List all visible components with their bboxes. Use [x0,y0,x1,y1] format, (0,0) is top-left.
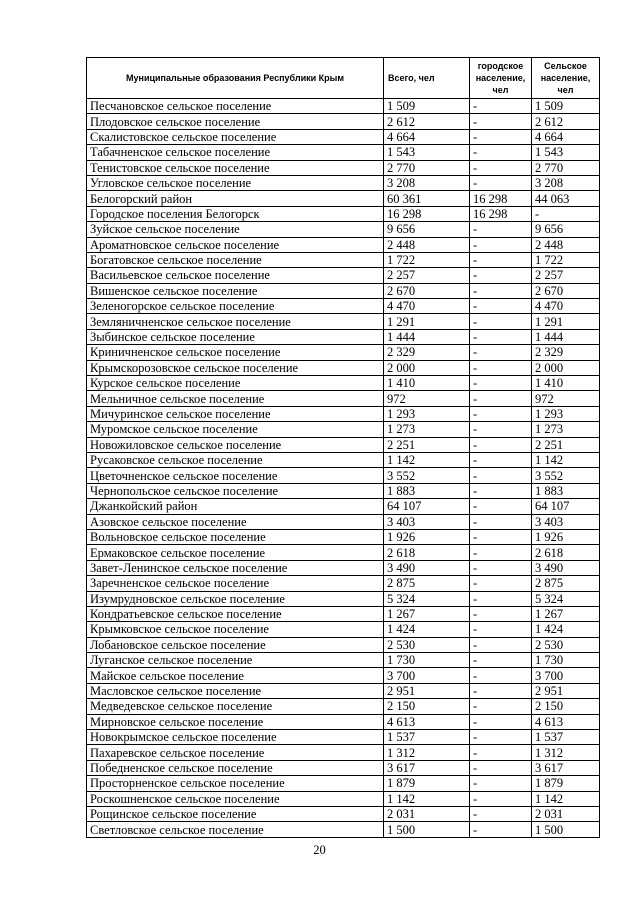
cell-municipality: Лобановское сельское поселение [87,637,384,652]
cell-total: 60 361 [384,191,470,206]
cell-urban: - [470,268,532,283]
cell-urban: - [470,745,532,760]
cell-total: 972 [384,391,470,406]
table-row [87,791,600,806]
cell-municipality: Угловское сельское поселение [87,175,384,190]
table-row [87,175,600,190]
cell-rural: 2 257 [532,268,600,283]
cell-municipality: Мирновское сельское поселение [87,714,384,729]
cell-urban: - [470,145,532,160]
cell-total: 1 444 [384,329,470,344]
table-row [87,806,600,821]
cell-total: 2 612 [384,114,470,129]
cell-urban: - [470,606,532,621]
table-row [87,637,600,652]
header-total: Всего, чел [384,58,470,99]
table-row [87,314,600,329]
cell-rural: 2 875 [532,576,600,591]
cell-rural: 1 267 [532,606,600,621]
cell-municipality: Медведевское сельское поселение [87,699,384,714]
table-row [87,422,600,437]
cell-municipality: Победненское сельское поселение [87,760,384,775]
table-row [87,129,600,144]
page-number: 20 [313,843,326,857]
cell-urban: - [470,437,532,452]
cell-total: 1 730 [384,653,470,668]
cell-municipality: Городское поселения Белогорск [87,206,384,221]
cell-municipality: Цветочненское сельское поселение [87,468,384,483]
cell-municipality: Белогорский район [87,191,384,206]
cell-municipality: Муромское сельское поселение [87,422,384,437]
cell-municipality: Пахаревское сельское поселение [87,745,384,760]
table-row [87,468,600,483]
table-row [87,822,600,837]
cell-municipality: Рощинское сельское поселение [87,806,384,821]
table-row [87,391,600,406]
table-row [87,222,600,237]
cell-municipality: Ермаковское сельское поселение [87,545,384,560]
cell-municipality: Масловское сельское поселение [87,683,384,698]
cell-total: 1 424 [384,622,470,637]
table-row [87,668,600,683]
cell-total: 9 656 [384,222,470,237]
cell-urban: - [470,653,532,668]
cell-urban: - [470,545,532,560]
cell-total: 2 875 [384,576,470,591]
cell-municipality: Завет-Ленинское сельское поселение [87,560,384,575]
cell-rural: 3 403 [532,514,600,529]
cell-total: 64 107 [384,499,470,514]
cell-total: 1 926 [384,529,470,544]
cell-municipality: Ароматновское сельское поселение [87,237,384,252]
cell-urban: - [470,714,532,729]
cell-urban: - [470,730,532,745]
table-row [87,406,600,421]
cell-urban: - [470,591,532,606]
cell-total: 5 324 [384,591,470,606]
cell-rural: 1 424 [532,622,600,637]
cell-rural: 2 770 [532,160,600,175]
cell-rural: 1 722 [532,252,600,267]
cell-municipality: Джанкойский район [87,499,384,514]
cell-urban: - [470,529,532,544]
table-row [87,252,600,267]
cell-rural: 1 142 [532,452,600,467]
table-row [87,745,600,760]
table-row [87,237,600,252]
cell-urban: - [470,314,532,329]
cell-urban: - [470,791,532,806]
table-row [87,514,600,529]
cell-urban: - [470,483,532,498]
cell-rural: 3 208 [532,175,600,190]
header-municipality: Муниципальные образования Республики Крым [87,58,384,99]
cell-rural: 4 613 [532,714,600,729]
cell-urban: - [470,422,532,437]
table-row [87,329,600,344]
cell-rural: 1 537 [532,730,600,745]
table-row [87,283,600,298]
cell-municipality: Новожиловское сельское поселение [87,437,384,452]
table-row [87,591,600,606]
cell-municipality: Вишенское сельское поселение [87,283,384,298]
cell-rural: 64 107 [532,499,600,514]
cell-urban: - [470,514,532,529]
cell-total: 2 251 [384,437,470,452]
cell-total: 1 537 [384,730,470,745]
cell-total: 1 543 [384,145,470,160]
population-table [86,57,600,838]
cell-urban: - [470,637,532,652]
table-row [87,345,600,360]
cell-rural: 1 879 [532,776,600,791]
table-row [87,529,600,544]
cell-urban: - [470,376,532,391]
cell-municipality: Новокрымское сельское поселение [87,730,384,745]
cell-rural: 2 530 [532,637,600,652]
cell-total: 2 670 [384,283,470,298]
cell-total: 3 208 [384,175,470,190]
cell-rural: 44 063 [532,191,600,206]
cell-urban: - [470,452,532,467]
cell-rural: 2 000 [532,360,600,375]
cell-rural: 1 312 [532,745,600,760]
cell-total: 2 257 [384,268,470,283]
cell-municipality: Курское сельское поселение [87,376,384,391]
cell-total: 2 951 [384,683,470,698]
cell-total: 4 613 [384,714,470,729]
cell-urban: - [470,252,532,267]
cell-total: 2 770 [384,160,470,175]
cell-rural: 4 470 [532,299,600,314]
cell-total: 1 883 [384,483,470,498]
cell-total: 1 312 [384,745,470,760]
table-row [87,160,600,175]
cell-total: 1 509 [384,99,470,114]
cell-municipality: Луганское сельское поселение [87,653,384,668]
cell-urban: - [470,114,532,129]
cell-municipality: Мичуринское сельское поселение [87,406,384,421]
cell-total: 3 490 [384,560,470,575]
cell-total: 1 267 [384,606,470,621]
cell-urban: - [470,283,532,298]
cell-rural: 1 273 [532,422,600,437]
table-row [87,99,600,114]
table-row [87,268,600,283]
table-row [87,483,600,498]
cell-municipality: Богатовское сельское поселение [87,252,384,267]
table-row [87,360,600,375]
cell-rural: 1 883 [532,483,600,498]
cell-municipality: Вольновское сельское поселение [87,529,384,544]
table-row [87,499,600,514]
cell-urban: - [470,160,532,175]
cell-total: 4 664 [384,129,470,144]
cell-rural: 3 552 [532,468,600,483]
cell-rural: 972 [532,391,600,406]
table-row [87,776,600,791]
table-row [87,606,600,621]
cell-urban: - [470,468,532,483]
table-row [87,452,600,467]
cell-total: 16 298 [384,206,470,221]
cell-rural: 1 142 [532,791,600,806]
table-row [87,760,600,775]
table-row [87,376,600,391]
table-row [87,114,600,129]
cell-urban: - [470,622,532,637]
cell-total: 3 552 [384,468,470,483]
cell-municipality: Табачненское сельское поселение [87,145,384,160]
cell-rural: 1 291 [532,314,600,329]
cell-rural: 3 617 [532,760,600,775]
cell-municipality: Крымскорозовское сельское поселение [87,360,384,375]
header-rural: Сельское население, чел [532,58,600,99]
cell-rural: 2 670 [532,283,600,298]
cell-urban: - [470,406,532,421]
cell-municipality: Плодовское сельское поселение [87,114,384,129]
cell-rural: 1 926 [532,529,600,544]
cell-municipality: Тенистовское сельское поселение [87,160,384,175]
cell-urban: - [470,99,532,114]
cell-rural: 4 664 [532,129,600,144]
cell-urban: - [470,345,532,360]
cell-rural: 1 500 [532,822,600,837]
header-urban: городское население, чел [470,58,532,99]
table-row [87,576,600,591]
cell-total: 2 329 [384,345,470,360]
table-row [87,683,600,698]
cell-rural: - [532,206,600,221]
cell-total: 2 150 [384,699,470,714]
cell-urban: - [470,668,532,683]
cell-municipality: Роскошненское сельское поселение [87,791,384,806]
cell-urban: - [470,222,532,237]
cell-municipality: Русаковское сельское поселение [87,452,384,467]
cell-urban: - [470,699,532,714]
cell-urban: - [470,499,532,514]
cell-total: 3 617 [384,760,470,775]
cell-municipality: Зеленогорское сельское поселение [87,299,384,314]
table-row [87,714,600,729]
cell-rural: 1 509 [532,99,600,114]
cell-rural: 2 251 [532,437,600,452]
cell-total: 2 448 [384,237,470,252]
cell-municipality: Зыбинское сельское поселение [87,329,384,344]
table-row [87,299,600,314]
table-row [87,560,600,575]
cell-urban: - [470,129,532,144]
table-row [87,699,600,714]
cell-rural: 1 410 [532,376,600,391]
cell-municipality: Кондратьевское сельское поселение [87,606,384,621]
cell-rural: 3 490 [532,560,600,575]
cell-urban: - [470,175,532,190]
cell-total: 4 470 [384,299,470,314]
cell-urban: - [470,360,532,375]
cell-total: 2 530 [384,637,470,652]
cell-municipality: Крымковское сельское поселение [87,622,384,637]
table-row [87,730,600,745]
cell-urban: - [470,329,532,344]
cell-rural: 3 700 [532,668,600,683]
cell-total: 2 031 [384,806,470,821]
cell-municipality: Изумрудновское сельское поселение [87,591,384,606]
cell-total: 1 410 [384,376,470,391]
table-row [87,622,600,637]
cell-urban: - [470,576,532,591]
cell-total: 3 700 [384,668,470,683]
cell-urban: - [470,760,532,775]
cell-municipality: Скалистовское сельское поселение [87,129,384,144]
cell-rural: 5 324 [532,591,600,606]
cell-municipality: Заречненское сельское поселение [87,576,384,591]
cell-urban: 16 298 [470,191,532,206]
cell-municipality: Просторненское сельское поселение [87,776,384,791]
cell-rural: 2 150 [532,699,600,714]
cell-municipality: Майское сельское поселение [87,668,384,683]
cell-total: 2 618 [384,545,470,560]
cell-urban: - [470,822,532,837]
cell-urban: - [470,776,532,791]
table-row [87,653,600,668]
cell-total: 1 500 [384,822,470,837]
cell-rural: 1 730 [532,653,600,668]
cell-rural: 1 543 [532,145,600,160]
table-row [87,206,600,221]
cell-municipality: Мельничное сельское поселение [87,391,384,406]
cell-rural: 2 618 [532,545,600,560]
cell-urban: - [470,391,532,406]
cell-municipality: Песчановское сельское поселение [87,99,384,114]
cell-municipality: Чернопольское сельское поселение [87,483,384,498]
cell-urban: - [470,237,532,252]
table-row [87,437,600,452]
cell-rural: 2 329 [532,345,600,360]
cell-municipality: Зуйское сельское поселение [87,222,384,237]
cell-urban: - [470,299,532,314]
cell-total: 1 722 [384,252,470,267]
cell-rural: 2 612 [532,114,600,129]
cell-total: 1 142 [384,791,470,806]
cell-municipality: Азовское сельское поселение [87,514,384,529]
cell-total: 3 403 [384,514,470,529]
cell-total: 1 273 [384,422,470,437]
cell-municipality: Криничненское сельское поселение [87,345,384,360]
table-row [87,191,600,206]
table-header-row [87,58,600,99]
cell-municipality: Светловское сельское поселение [87,822,384,837]
cell-rural: 2 031 [532,806,600,821]
cell-municipality: Васильевское сельское поселение [87,268,384,283]
cell-total: 1 293 [384,406,470,421]
cell-rural: 2 951 [532,683,600,698]
cell-total: 1 142 [384,452,470,467]
table-body [87,99,600,838]
table-row [87,145,600,160]
cell-urban: - [470,683,532,698]
cell-urban: - [470,806,532,821]
cell-rural: 9 656 [532,222,600,237]
cell-rural: 1 293 [532,406,600,421]
table-row [87,545,600,560]
cell-rural: 1 444 [532,329,600,344]
cell-municipality: Земляничненское сельское поселение [87,314,384,329]
cell-rural: 2 448 [532,237,600,252]
cell-total: 1 291 [384,314,470,329]
cell-urban: - [470,560,532,575]
cell-urban: 16 298 [470,206,532,221]
cell-total: 2 000 [384,360,470,375]
cell-total: 1 879 [384,776,470,791]
